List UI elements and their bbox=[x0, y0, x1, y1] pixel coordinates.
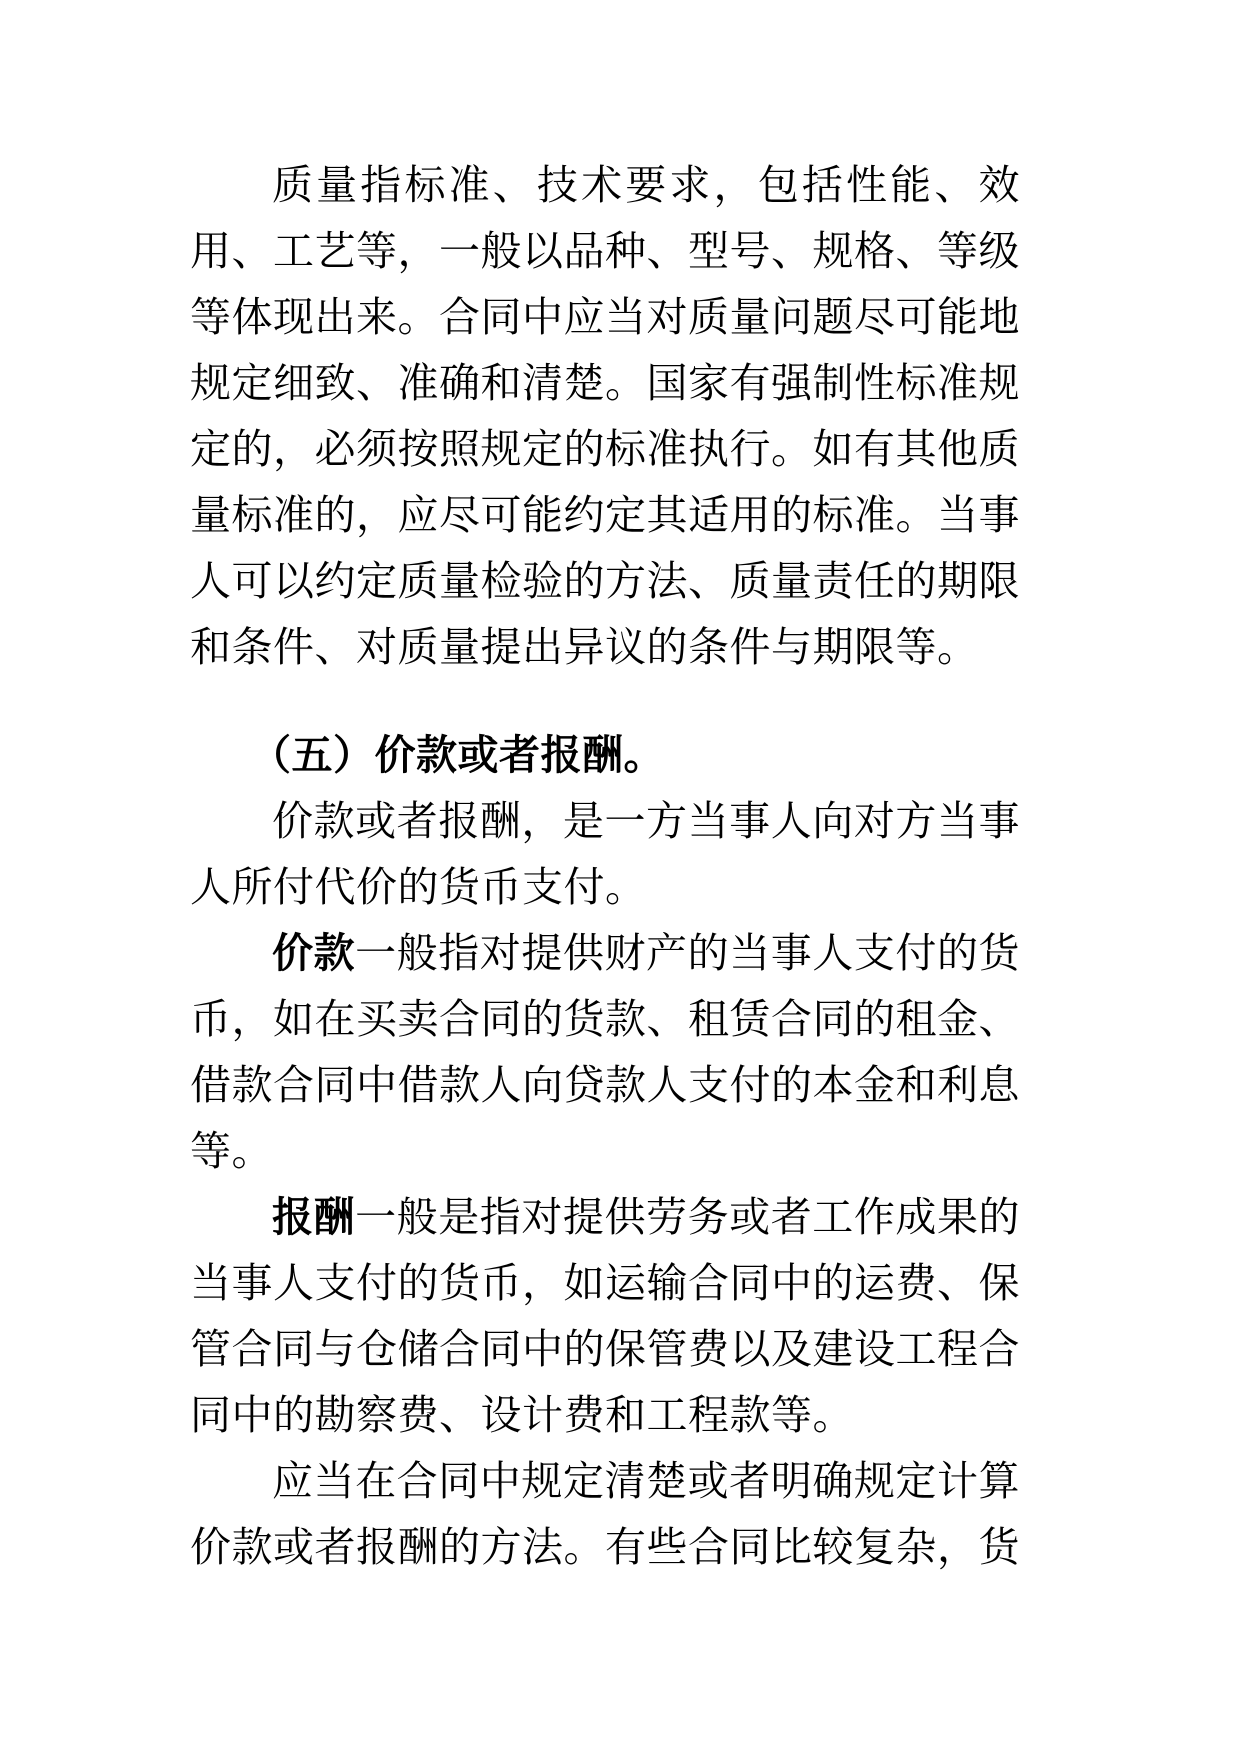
remuneration-term: 报酬 bbox=[272, 1193, 356, 1241]
section-heading: （五）价款或者报酬。 bbox=[250, 731, 665, 779]
price-term: 价款 bbox=[272, 929, 356, 977]
method-paragraph: 应当在合同中规定清楚或者明确规定计算价款或者报酬的方法。有些合同比较复杂，货 bbox=[190, 1457, 1020, 1571]
remuneration-paragraph bbox=[190, 1184, 1020, 1448]
price-paragraph bbox=[190, 920, 1020, 1184]
remuneration-text: 一般是指对提供劳务或者工作成果的当事人支付的货币，如运输合同中的运费、保管合同与仓储合同中的保管费以及建设工程合同中的勘察费、设计费和工程款等。 bbox=[190, 1193, 1021, 1439]
quality-paragraph: 质量指标准、技术要求，包括性能、效用、工艺等，一般以品种、型号、规格、等级等体现出来。合同中应当对质量问题尽可能地规定细致、准确和清楚。国家有强制性标准规定的，必须按照规定的标准执行。如有其他质量标准的，应尽可能约定其适用的标准。当事人可以约定质量检验的方法、质量责任的期限和条件、对质量提出异议的条件与期限等。 bbox=[190, 161, 1020, 671]
definition-paragraph: 价款或者报酬，是一方当事人向对方当事人所付代价的货币支付。 bbox=[190, 797, 1020, 911]
document-body bbox=[190, 152, 1020, 1580]
price-text: 一般指对提供财产的当事人支付的货币，如在买卖合同的货款、租赁合同的租金、借款合同中借款人向贷款人支付的本金和利息等。 bbox=[190, 929, 1021, 1175]
